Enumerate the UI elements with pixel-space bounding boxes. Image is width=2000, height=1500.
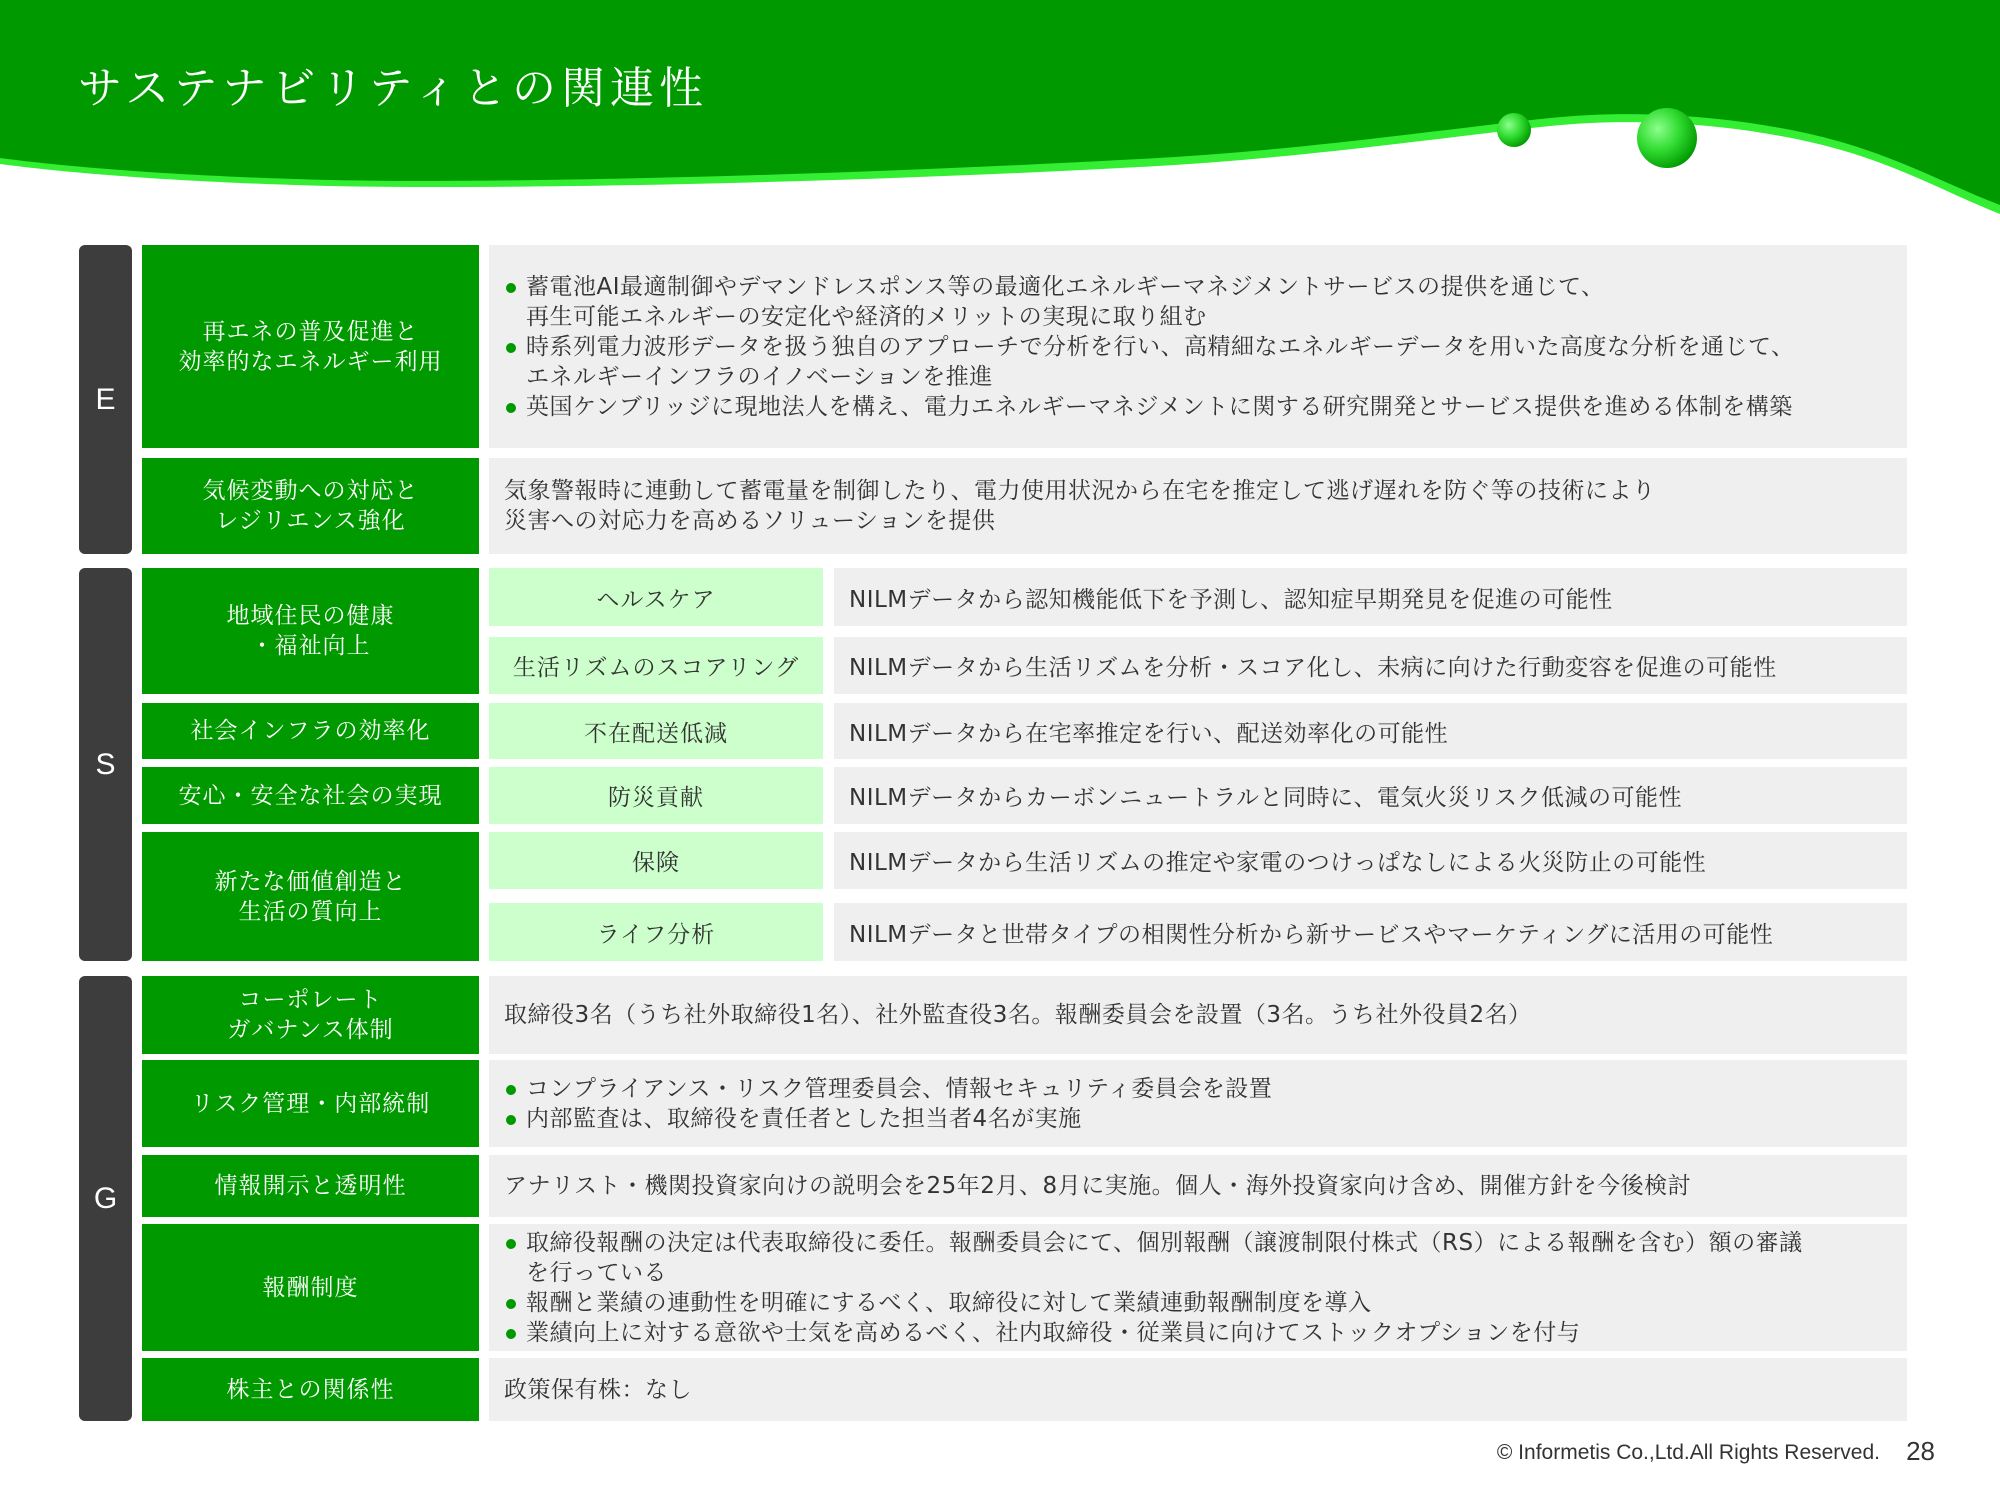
bullet-icon — [506, 1329, 516, 1339]
bullet-icon — [506, 1085, 516, 1095]
g-row-content — [489, 976, 1907, 1054]
category-e-bar: E — [79, 245, 132, 554]
g-row-content — [489, 1155, 1907, 1217]
g-row-label: リスク管理・内部統制 — [142, 1060, 479, 1147]
bullet-item: 業績向上に対する意欲や士気を高めるべく、社内取締役・従業員に向けてストックオプションを付与 — [504, 1318, 1907, 1348]
s-group-label: 安心・安全な社会の実現 — [142, 767, 479, 824]
row-text: 政策保有株：なし — [504, 1376, 692, 1403]
s-theme-cell: 生活リズムのスコアリング — [489, 637, 823, 694]
s-theme-cell: ライフ分析 — [489, 903, 823, 961]
s-theme-cell: 防災貢献 — [489, 767, 823, 824]
s-theme-description: NILMデータと世帯タイプの相関性分析から新サービスやマーケティングに活用の可能性 — [834, 903, 1907, 961]
g-row-label: 報酬制度 — [142, 1224, 479, 1351]
category-s-bar: S — [79, 568, 132, 961]
bullet-item: 蓄電池AI最適制御やデマンドレスポンス等の最適化エネルギーマネジメントサービスの提供を通じて、 再生可能エネルギーの安定化や経済的メリットの実現に取り組む — [504, 272, 1907, 332]
s-theme-description: NILMデータから在宅率推定を行い、配送効率化の可能性 — [834, 703, 1907, 759]
category-g-bar: G — [79, 976, 132, 1421]
e-row-label: 気候変動への対応と レジリエンス強化 — [142, 458, 479, 554]
s-theme-description: NILMデータから生活リズムの推定や家電のつけっぱなしによる火災防止の可能性 — [834, 832, 1907, 889]
e-row-label: 再エネの普及促進と 効率的なエネルギー利用 — [142, 245, 479, 448]
s-group-label: 地域住民の健康 ・福祉向上 — [142, 568, 479, 694]
bullet-item: 報酬と業績の連動性を明確にするべく、取締役に対して業績連動報酬制度を導入 — [504, 1288, 1907, 1318]
decorative-large-dot — [1637, 108, 1697, 168]
bullet-item: 内部監査は、取締役を責任者とした担当者4名が実施 — [504, 1104, 1907, 1134]
bullet-item: 取締役報酬の決定は代表取締役に委任。報酬委員会にて、個別報酬（譲渡制限付株式（RS）による報酬を含む）額の審議 を行っている — [504, 1228, 1907, 1288]
bullet-item: 英国ケンブリッジに現地法人を構え、電力エネルギーマネジメントに関する研究開発とサービス提供を進める体制を構築 — [504, 392, 1907, 422]
bullet-icon — [506, 1239, 516, 1249]
s-theme-description: NILMデータからカーボンニュートラルと同時に、電気火災リスク低減の可能性 — [834, 767, 1907, 824]
e-row-content — [489, 245, 1907, 448]
bullet-icon — [506, 1115, 516, 1125]
bullet-item: 時系列電力波形データを扱う独自のアプローチで分析を行い、高精細なエネルギーデータを用いた高度な分析を通じて、 エネルギーインフラのイノベーションを推進 — [504, 332, 1907, 392]
bullet-item: コンプライアンス・リスク管理委員会、情報セキュリティ委員会を設置 — [504, 1074, 1907, 1104]
g-row-content — [489, 1060, 1907, 1147]
s-theme-cell: 保険 — [489, 832, 823, 889]
row-text: アナリスト・機関投資家向けの説明会を25年2月、8月に実施。個人・海外投資家向け含め、開催方針を今後検討 — [504, 1173, 1692, 1199]
g-row-label: 情報開示と透明性 — [142, 1155, 479, 1217]
g-row-label: コーポレート ガバナンス体制 — [142, 976, 479, 1054]
g-row-label: 株主との関係性 — [142, 1358, 479, 1421]
bullet-icon — [506, 403, 516, 413]
bullet-icon — [506, 1299, 516, 1309]
decorative-small-dot — [1497, 113, 1531, 147]
g-row-content — [489, 1224, 1907, 1351]
s-group-label: 新たな価値創造と 生活の質向上 — [142, 832, 479, 961]
s-theme-description: NILMデータから認知機能低下を予測し、認知症早期発見を促進の可能性 — [834, 568, 1907, 626]
bullet-icon — [506, 283, 516, 293]
g-row-content — [489, 1358, 1907, 1421]
s-theme-description: NILMデータから生活リズムを分析・スコア化し、未病に向けた行動変容を促進の可能性 — [834, 637, 1907, 694]
page-number: 28 — [1906, 1436, 1935, 1466]
bullet-icon — [506, 343, 516, 353]
row-text: 取締役3名（うち社外取締役1名）、社外監査役3名。報酬委員会を設置（3名。うち社外役員2名） — [504, 1002, 1532, 1028]
page-title: サステナビリティとの関連性 — [78, 63, 708, 114]
row-text: 気象警報時に連動して蓄電量を制御したり、電力使用状況から在宅を推定して逃げ遅れを防ぐ等の技術により 災害への対応力を高めるソリューションを提供 — [504, 478, 1656, 534]
s-theme-cell: ヘルスケア — [489, 568, 823, 626]
copyright-notice: © Informetis Co.,Ltd.All Rights Reserved. — [1496, 1441, 1880, 1464]
s-theme-cell: 不在配送低減 — [489, 703, 823, 759]
e-row-content — [489, 458, 1907, 554]
s-group-label: 社会インフラの効率化 — [142, 703, 479, 759]
